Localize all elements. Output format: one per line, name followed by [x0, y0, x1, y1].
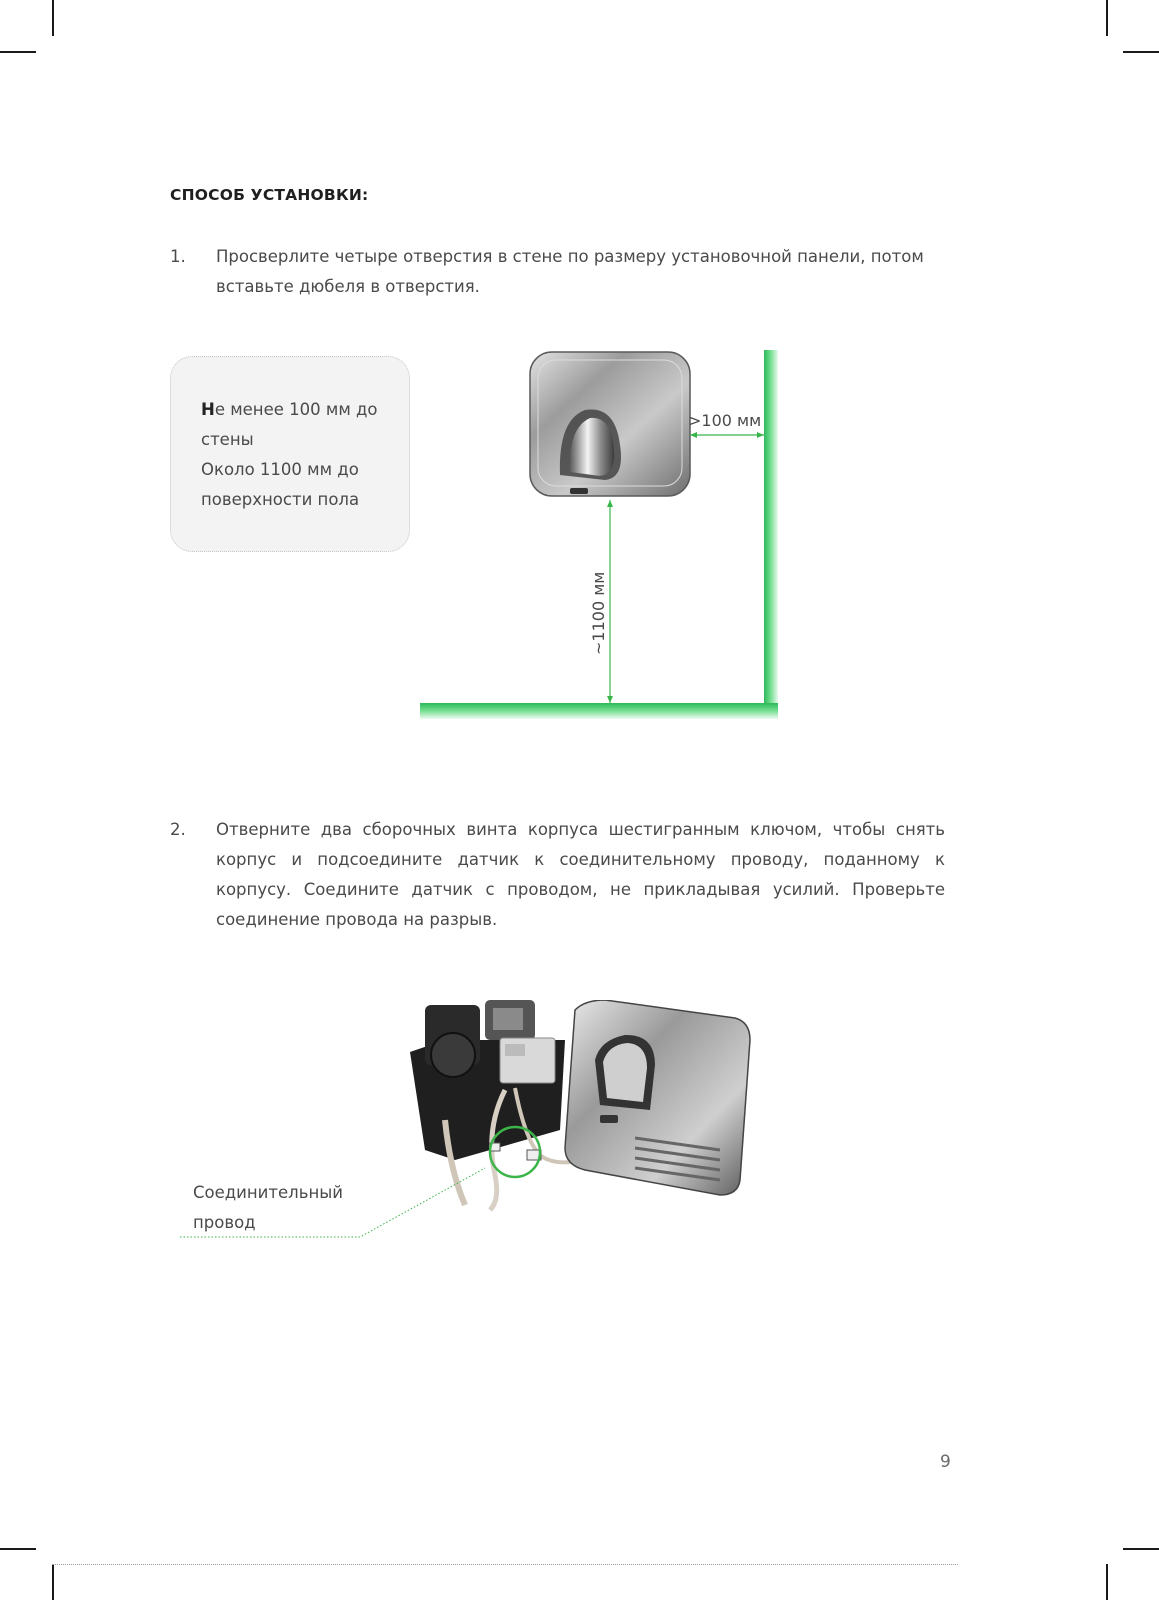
crop-mark [0, 1548, 36, 1550]
crop-mark [0, 51, 36, 53]
step-number: 2. [170, 820, 186, 839]
installation-diagram [420, 350, 800, 735]
connector-label-line: Соединительный [193, 1183, 343, 1202]
note-line: е менее 100 мм до [214, 400, 378, 419]
footer-dotted-rule [52, 1564, 958, 1565]
section-title: СПОСОБ УСТАНОВКИ: [170, 186, 369, 204]
crop-mark [52, 0, 54, 36]
note-line: стены [201, 430, 254, 449]
wall [764, 350, 778, 710]
step-1 [170, 242, 945, 302]
crop-mark [1106, 0, 1108, 36]
note-initial: Н [201, 400, 215, 419]
page-number: 9 [940, 1452, 951, 1472]
crop-mark [1106, 1564, 1108, 1600]
hand-dryer-image [530, 352, 690, 496]
floor-height-label: ~1100 мм [589, 571, 608, 655]
step-text: Просверлите четыре отверстия в стене по размеру установочной панели, потом вставьте дюбеля в отверстия. [216, 247, 924, 296]
connector-label [193, 1178, 343, 1238]
crop-mark [1123, 51, 1159, 53]
step-text: Отверните два сборочных винта корпуса шестигранным ключом, чтобы снять корпус и подсоедините датчик к соединительному проводу, поданному к корпусу. Соедините датчик с проводом, не прикладывая усилий. Проверьте соединение провода на разрыв. [216, 820, 945, 929]
crop-mark [1123, 1548, 1159, 1550]
connector-label-line: провод [193, 1213, 256, 1232]
wall-distance-label: >100 мм [688, 411, 762, 430]
step-2 [170, 815, 945, 935]
note-line: поверхности пола [201, 490, 360, 509]
note-line: Около 1100 мм до [201, 460, 359, 479]
info-note [170, 356, 410, 552]
floor [420, 703, 778, 719]
crop-mark [52, 1564, 54, 1600]
step-number: 1. [170, 247, 186, 266]
